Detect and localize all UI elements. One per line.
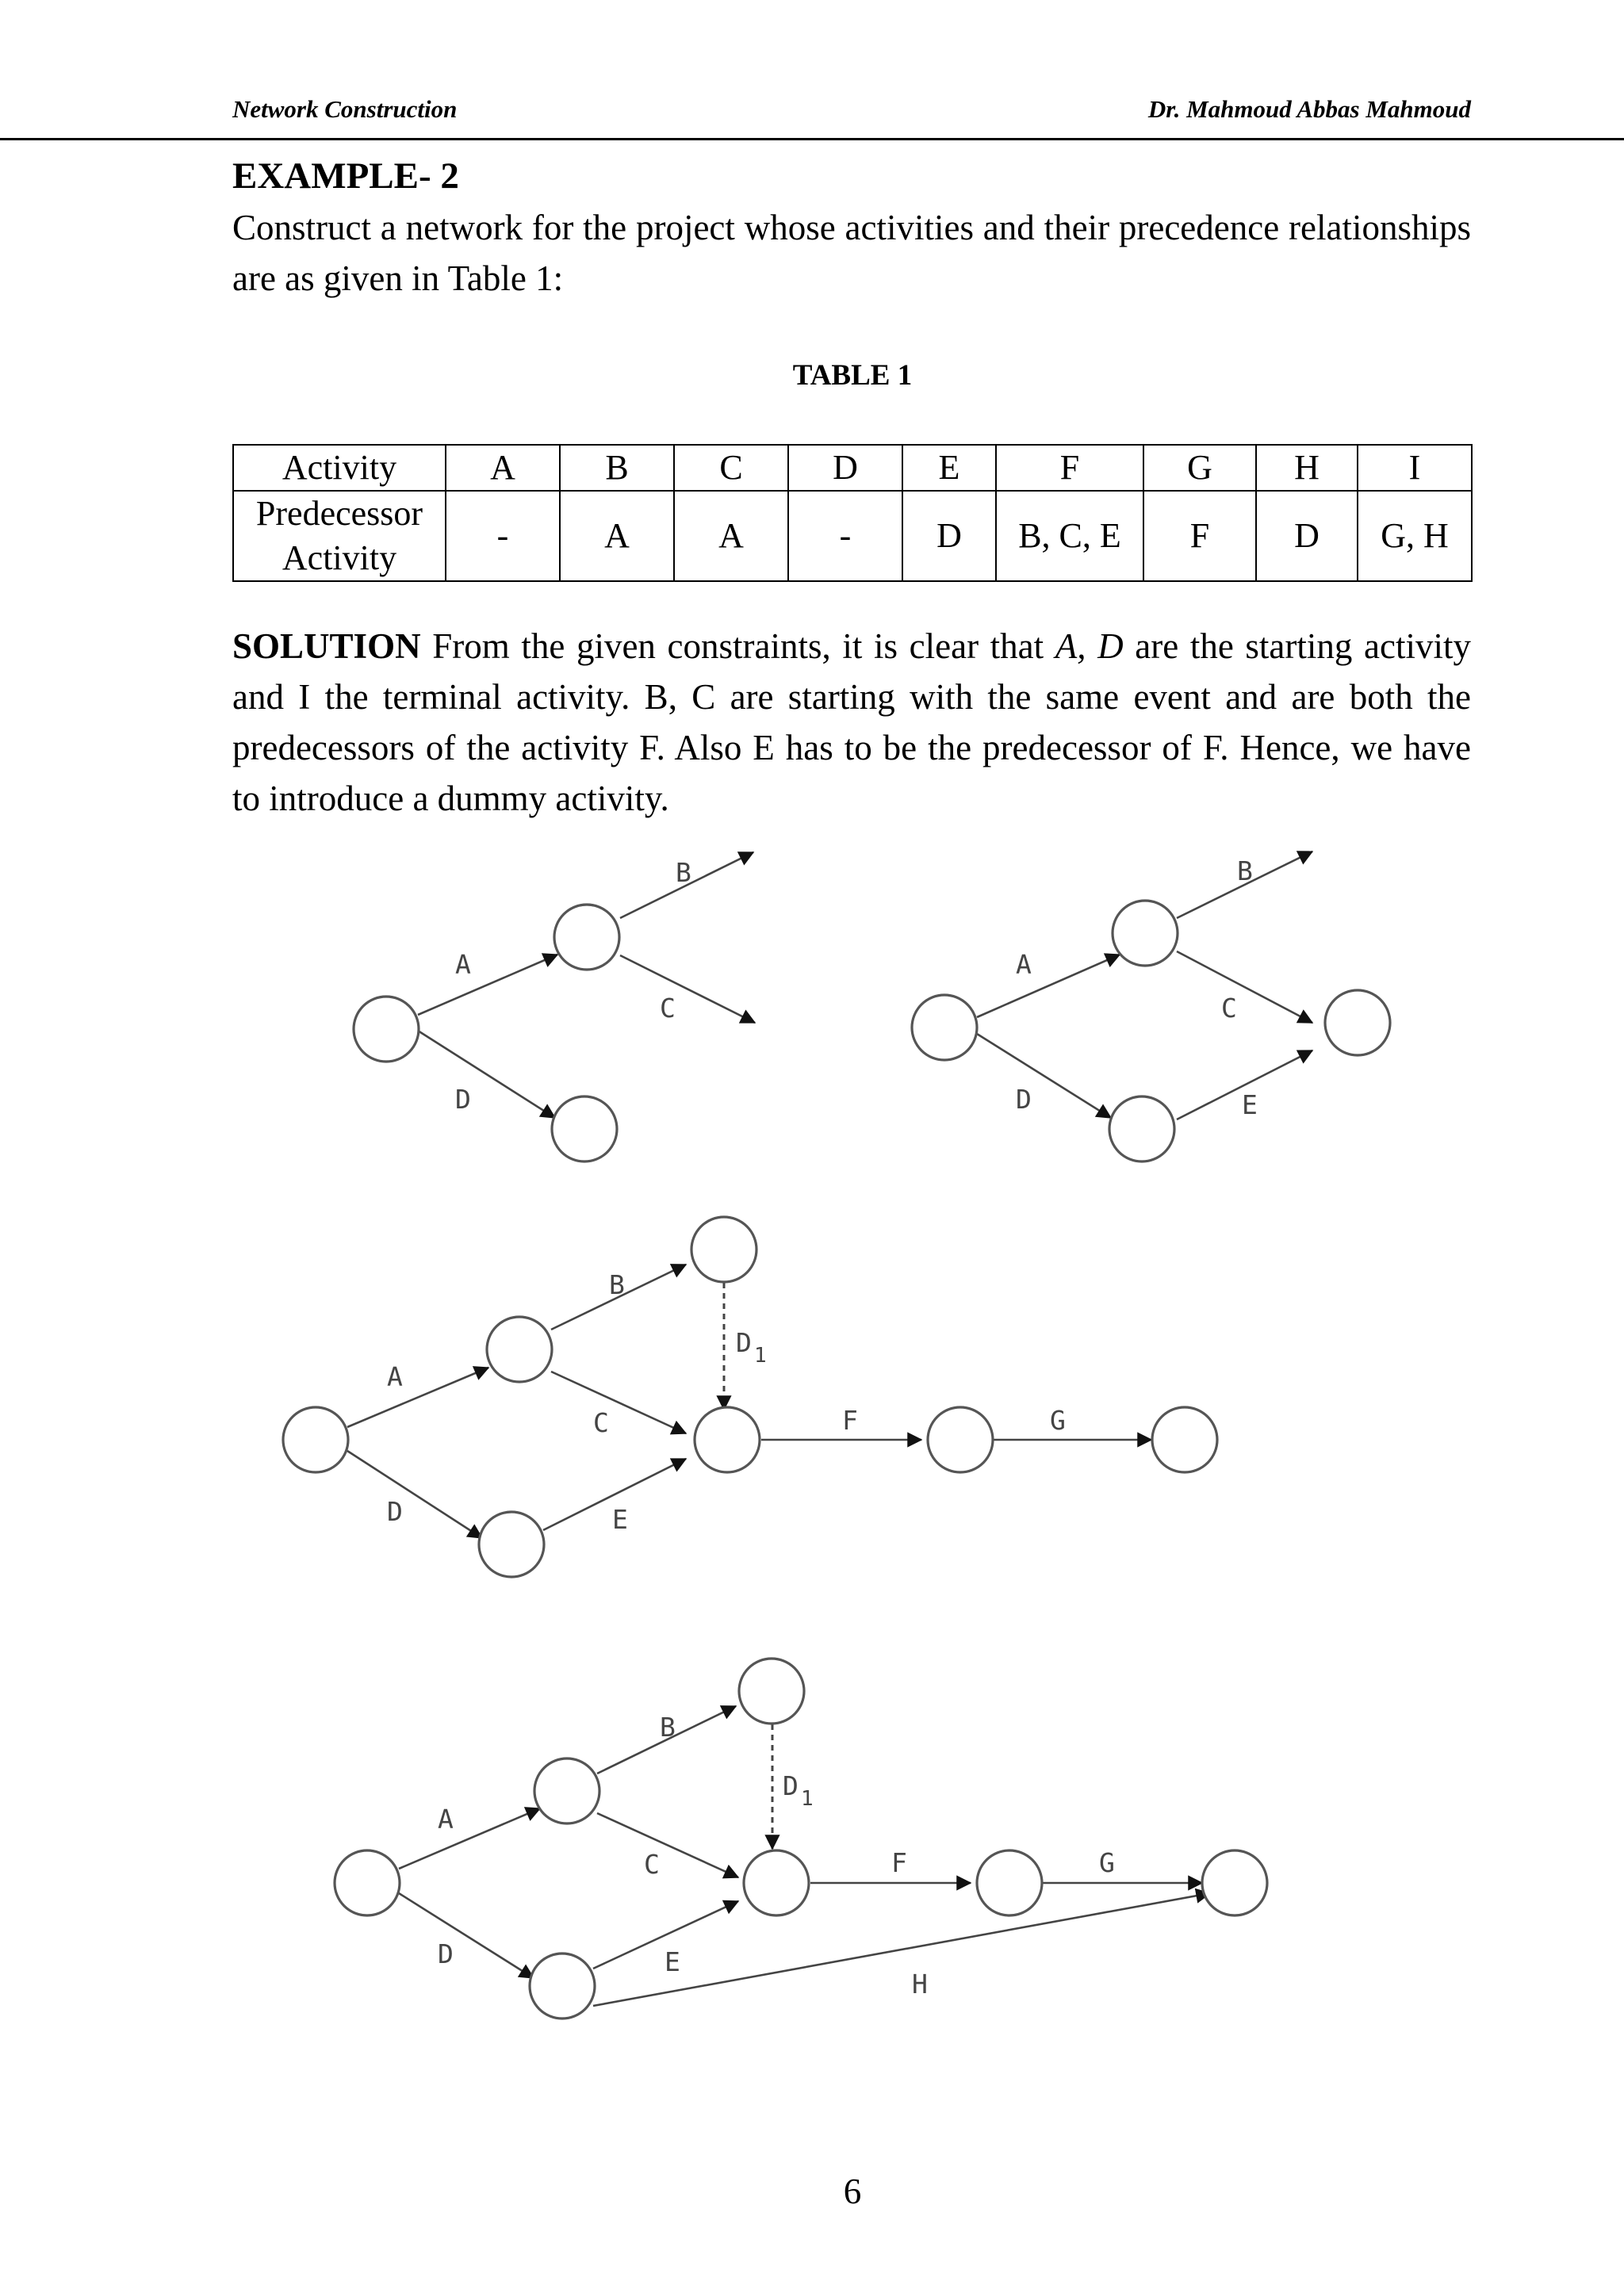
event-node	[912, 995, 977, 1060]
table-cell: H	[1256, 445, 1358, 491]
activity-label: G	[1099, 1847, 1115, 1878]
table-cell: D	[1256, 491, 1358, 581]
table-caption: TABLE 1	[792, 359, 913, 392]
dummy-activity-label: D	[783, 1770, 799, 1801]
activity-label: F	[891, 1847, 907, 1878]
event-node	[928, 1407, 993, 1472]
event-node	[1109, 1096, 1174, 1161]
solution-paragraph: SOLUTION From the given constraints, it is clear that A, D are the starting activity and I the terminal activity. B, C are starting with the same event and are both the predecessors of the activity F. Also E has to be the predecessor of F. Hence, we have to introduce a dummy activity.	[232, 626, 1471, 818]
event-node	[977, 1850, 1042, 1915]
table-cell: A	[446, 445, 560, 491]
activity-label: B	[676, 857, 691, 888]
event-node	[744, 1850, 809, 1915]
event-node	[691, 1217, 756, 1282]
dummy-activity-subscript: 1	[754, 1344, 767, 1368]
activity-label: C	[660, 993, 676, 1024]
table-cell: B	[560, 445, 674, 491]
event-node	[1325, 990, 1390, 1055]
event-node	[554, 905, 619, 970]
event-node	[695, 1407, 760, 1472]
event-node	[534, 1758, 599, 1823]
network-diagram-3	[283, 1217, 1217, 1577]
activity-label: A	[438, 1804, 454, 1835]
event-node	[1113, 901, 1178, 966]
activity-label: D	[438, 1938, 454, 1969]
dummy-activity-subscript: 1	[801, 1787, 814, 1811]
activity-label: C	[593, 1407, 609, 1438]
activity-label: G	[1050, 1405, 1066, 1436]
activity-label: F	[842, 1405, 858, 1436]
activity-label: B	[660, 1712, 676, 1743]
network-diagram-4	[335, 1659, 1267, 2019]
table-cell: A	[674, 491, 788, 581]
activity-label: A	[455, 949, 471, 980]
activity-label: D	[455, 1084, 471, 1115]
network-diagram-2	[912, 851, 1390, 1161]
page-number: 6	[843, 2172, 862, 2211]
table-cell: G	[1143, 445, 1256, 491]
header-section-title: Network Construction	[232, 95, 458, 123]
dummy-activity-label: D	[736, 1327, 752, 1358]
network-diagram-1	[354, 852, 755, 1161]
table-header-predecessor: Predecessor Activity	[233, 491, 446, 581]
event-node	[552, 1096, 617, 1161]
activity-label: D	[387, 1496, 403, 1527]
table-cell: A	[560, 491, 674, 581]
table-header-activity: Activity	[233, 445, 446, 491]
event-node	[1202, 1850, 1267, 1915]
table-cell: G, H	[1358, 491, 1472, 581]
table-cell: E	[902, 445, 996, 491]
activity-label: B	[1237, 855, 1253, 886]
table-cell: C	[674, 445, 788, 491]
solution-label: SOLUTION	[232, 626, 421, 666]
activity-label: A	[387, 1361, 403, 1392]
activity-label: B	[609, 1269, 625, 1300]
activity-label: E	[1242, 1089, 1258, 1120]
example-title: EXAMPLE- 2	[232, 155, 459, 197]
activity-label: C	[1221, 993, 1237, 1024]
table-cell: I	[1358, 445, 1472, 491]
event-node	[739, 1659, 804, 1724]
activity-label: H	[912, 1969, 928, 1999]
event-node	[1152, 1407, 1217, 1472]
table-cell: D	[902, 491, 996, 581]
event-node	[354, 997, 419, 1062]
header-author: Dr. Mahmoud Abbas Mahmoud	[1147, 95, 1471, 123]
activity-label: A	[1016, 949, 1032, 980]
event-node	[335, 1850, 400, 1915]
activity-label: E	[612, 1504, 628, 1535]
event-node	[479, 1512, 544, 1577]
event-node	[487, 1317, 552, 1382]
table-cell: -	[788, 491, 902, 581]
table-cell: F	[1143, 491, 1256, 581]
event-node	[530, 1954, 595, 2019]
activity-label: C	[644, 1849, 660, 1880]
table-cell: -	[446, 491, 560, 581]
example-intro: Construct a network for the project whose activities and their precedence relationships are as given in Table 1:	[232, 208, 1471, 298]
table-cell: B, C, E	[996, 491, 1143, 581]
event-node	[283, 1407, 348, 1472]
activity-label: E	[665, 1946, 680, 1977]
activity-label: D	[1016, 1084, 1032, 1115]
table-cell: D	[788, 445, 902, 491]
table-cell: F	[996, 445, 1143, 491]
